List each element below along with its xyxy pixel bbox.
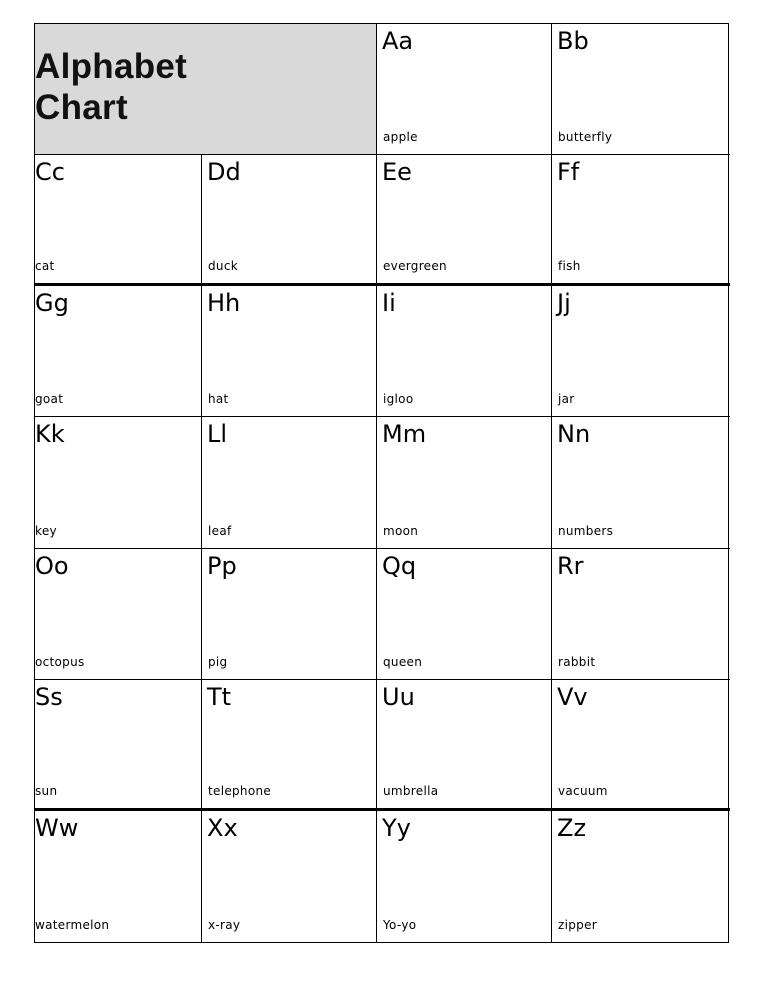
example-word: jar — [558, 392, 575, 407]
letter-cell-s — [35, 680, 202, 811]
letter-cell-b — [552, 24, 730, 155]
letter-cell-z — [552, 811, 730, 942]
letter-cell-y — [377, 811, 552, 942]
letter-pair: Ee — [382, 158, 412, 187]
letter-pair: Cc — [35, 158, 65, 187]
letter-pair: Xx — [207, 813, 238, 842]
example-word: zipper — [558, 917, 597, 932]
letter-cell-k — [35, 417, 202, 548]
letter-pair: Ww — [35, 813, 79, 842]
example-word: cat — [35, 259, 55, 274]
letter-cell-a — [377, 24, 552, 155]
letter-pair: Qq — [382, 551, 417, 580]
letter-pair: Jj — [557, 289, 571, 318]
letter-cell-i — [377, 286, 552, 417]
example-word: moon — [383, 523, 419, 538]
letter-cell-w — [35, 811, 202, 942]
letter-cell-o — [35, 549, 202, 680]
letter-pair: Mm — [382, 420, 427, 449]
letter-cell-n — [552, 417, 730, 548]
letter-pair: Oo — [35, 551, 69, 580]
example-word: rabbit — [558, 654, 596, 669]
letter-pair: Vv — [557, 682, 588, 711]
letter-cell-c — [35, 155, 202, 286]
example-word: Yo-yo — [383, 917, 417, 932]
letter-pair: Aa — [382, 27, 414, 55]
page-title: Alphabet Chart — [35, 47, 188, 127]
letter-pair: Nn — [557, 420, 591, 449]
example-word: vacuum — [558, 783, 608, 798]
letter-pair: Kk — [35, 420, 65, 449]
letter-cell-h — [202, 286, 377, 417]
example-word: butterfly — [558, 130, 613, 145]
example-word: telephone — [208, 783, 272, 798]
letter-cell-l — [202, 417, 377, 548]
example-word: watermelon — [35, 917, 110, 932]
letter-cell-t — [202, 680, 377, 811]
letter-pair: Yy — [382, 813, 411, 842]
letter-cell-r — [552, 549, 730, 680]
letter-pair: Tt — [207, 682, 232, 711]
example-word: octopus — [35, 654, 85, 669]
letter-cell-f — [552, 155, 730, 286]
example-word: x-ray — [208, 917, 241, 932]
example-word: key — [35, 523, 57, 538]
letter-pair: Ff — [557, 158, 580, 187]
letter-pair: Bb — [557, 27, 589, 55]
letter-pair: Uu — [382, 682, 415, 711]
title-cell — [35, 24, 377, 155]
example-word: pig — [208, 654, 228, 669]
letter-cell-d — [202, 155, 377, 286]
example-word: numbers — [558, 523, 614, 538]
example-word: duck — [208, 259, 238, 274]
alphabet-chart-grid — [34, 23, 729, 943]
letter-pair: Hh — [207, 289, 241, 318]
letter-pair: Dd — [207, 158, 241, 187]
example-word: igloo — [383, 392, 414, 407]
letter-pair: Rr — [557, 551, 584, 580]
example-word: hat — [208, 392, 229, 407]
letter-cell-g — [35, 286, 202, 417]
letter-pair: Ii — [382, 289, 396, 318]
letter-pair: Zz — [557, 813, 587, 842]
letter-cell-q — [377, 549, 552, 680]
example-word: goat — [35, 392, 64, 407]
letter-pair: Ll — [207, 420, 228, 449]
example-word: sun — [35, 783, 58, 798]
example-word: apple — [383, 130, 418, 145]
example-word: fish — [558, 259, 581, 274]
example-word: leaf — [208, 523, 232, 538]
example-word: evergreen — [383, 259, 447, 274]
example-word: queen — [383, 654, 423, 669]
letter-cell-u — [377, 680, 552, 811]
letter-cell-p — [202, 549, 377, 680]
letter-cell-x — [202, 811, 377, 942]
letter-cell-m — [377, 417, 552, 548]
letter-pair: Ss — [35, 682, 63, 711]
letter-cell-e — [377, 155, 552, 286]
example-word: umbrella — [383, 783, 439, 798]
letter-cell-v — [552, 680, 730, 811]
letter-cell-j — [552, 286, 730, 417]
letter-pair: Gg — [35, 289, 69, 318]
letter-pair: Pp — [207, 551, 237, 580]
